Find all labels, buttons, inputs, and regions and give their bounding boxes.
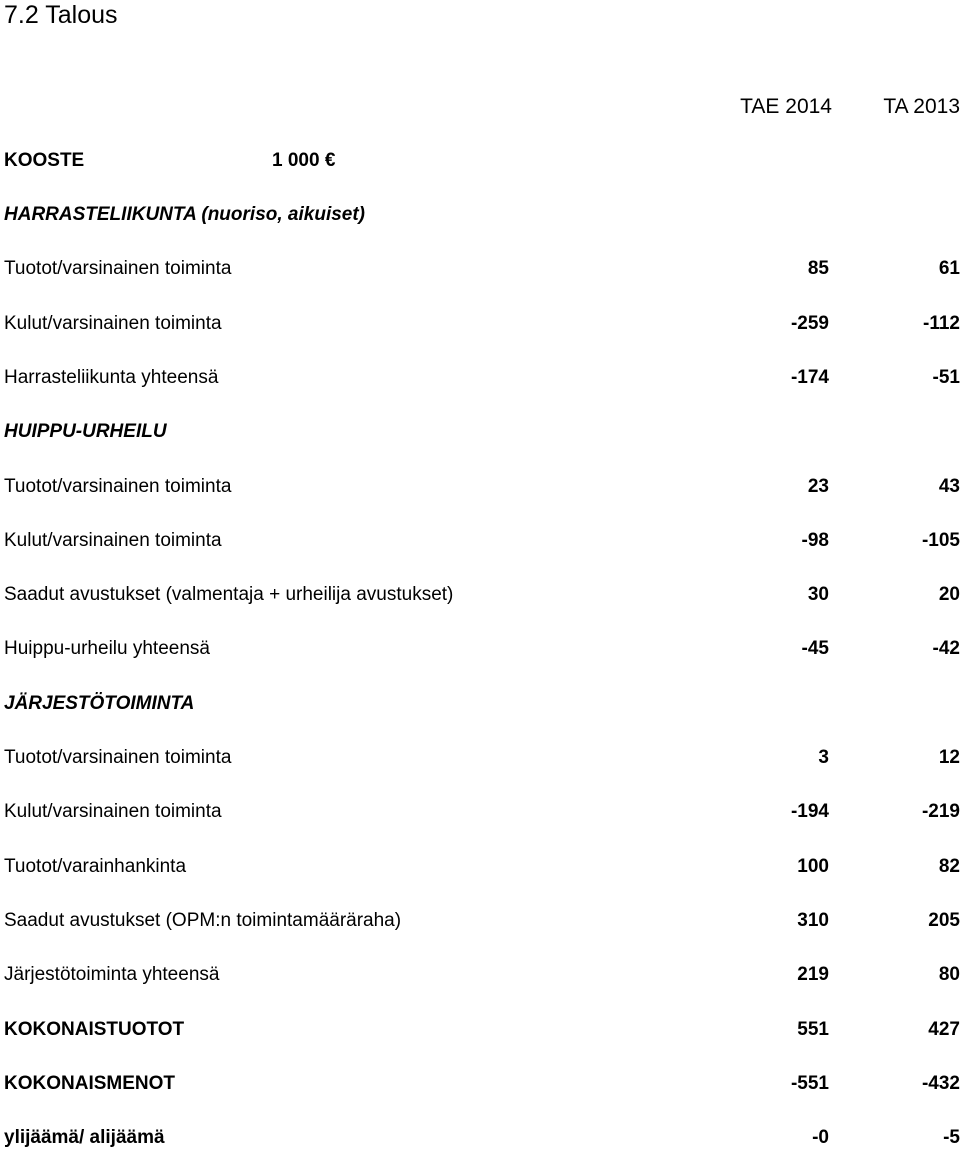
value-tae-2014: -98 — [801, 530, 829, 551]
row-label: Kulut/varsinainen toiminta — [4, 313, 222, 334]
section-title: HUIPPU-URHEILU — [4, 421, 167, 442]
value-tae-2014: 3 — [818, 747, 829, 768]
table-row — [4, 526, 960, 556]
table-row — [4, 797, 960, 827]
value-tae-2014: -45 — [801, 638, 829, 659]
value-tae-2014: -194 — [790, 801, 829, 822]
value-tae-2014: -0 — [812, 1127, 829, 1148]
value-ta-2013: 80 — [938, 964, 960, 985]
value-ta-2013: 61 — [938, 258, 960, 279]
column-header-tae-2014: TAE 2014 — [740, 95, 832, 118]
value-ta-2013: 12 — [938, 747, 960, 768]
value-tae-2014: 30 — [807, 584, 829, 605]
row-label: Järjestötoiminta yhteensä — [4, 964, 220, 985]
value-tae-2014: -551 — [790, 1073, 829, 1094]
value-tae-2014: -174 — [790, 367, 829, 388]
value-ta-2013: 43 — [938, 476, 960, 497]
value-ta-2013: 427 — [928, 1019, 960, 1040]
table-row — [4, 1015, 960, 1045]
row-label: KOKONAISMENOT — [4, 1073, 175, 1094]
table-row — [4, 309, 960, 339]
row-label: Harrasteliikunta yhteensä — [4, 367, 219, 388]
row-label: Tuotot/varsinainen toiminta — [4, 747, 232, 768]
section-title: JÄRJESTÖTOIMINTA — [4, 693, 195, 714]
row-label: Saadut avustukset (OPM:n toimintamääräraha) — [4, 910, 402, 931]
value-ta-2013: 205 — [928, 910, 960, 931]
row-label: Kulut/varsinainen toiminta — [4, 530, 222, 551]
table-row — [4, 580, 960, 610]
value-tae-2014: 551 — [797, 1019, 829, 1040]
table-row — [4, 960, 960, 990]
value-tae-2014: -259 — [790, 313, 829, 334]
kooste-unit: 1 000 € — [272, 150, 336, 171]
value-tae-2014: 23 — [807, 476, 829, 497]
kooste-label: KOOSTE — [4, 150, 85, 171]
value-ta-2013: -112 — [923, 313, 960, 334]
table-row — [4, 1069, 960, 1099]
row-label: ylijäämä/ alijäämä — [4, 1127, 165, 1148]
row-label: Tuotot/varsinainen toiminta — [4, 476, 232, 497]
row-label: Huippu-urheilu yhteensä — [4, 638, 210, 659]
page-title: 7.2 Talous — [4, 1, 118, 29]
value-ta-2013: -5 — [943, 1127, 960, 1148]
table-row — [4, 906, 960, 936]
row-label: Saadut avustukset (valmentaja + urheilija avustukset) — [4, 584, 454, 605]
value-ta-2013: -42 — [932, 638, 960, 659]
row-label: Kulut/varsinainen toiminta — [4, 801, 222, 822]
table-row — [4, 852, 960, 882]
value-ta-2013: -219 — [921, 801, 960, 822]
value-tae-2014: 100 — [797, 856, 829, 877]
section-title: HARRASTELIIKUNTA (nuoriso, aikuiset) — [4, 204, 366, 225]
value-tae-2014: 219 — [797, 964, 829, 985]
value-ta-2013: -105 — [921, 530, 960, 551]
section-header-row — [4, 200, 960, 230]
value-tae-2014: 310 — [797, 910, 829, 931]
row-label: KOKONAISTUOTOT — [4, 1019, 185, 1040]
section-header-row — [4, 417, 960, 447]
table-row — [4, 363, 960, 393]
value-ta-2013: 20 — [938, 584, 960, 605]
value-ta-2013: -432 — [921, 1073, 960, 1094]
row-label: Tuotot/varsinainen toiminta — [4, 258, 232, 279]
table-row — [4, 472, 960, 502]
value-ta-2013: -51 — [932, 367, 960, 388]
table-row — [4, 743, 960, 773]
column-header-ta-2013: TA 2013 — [883, 95, 960, 118]
section-header-row — [4, 689, 960, 719]
value-ta-2013: 82 — [938, 856, 960, 877]
value-tae-2014: 85 — [807, 258, 829, 279]
table-row — [4, 634, 960, 664]
row-label: Tuotot/varainhankinta — [4, 856, 187, 877]
table-row — [4, 1123, 960, 1153]
kooste-row — [4, 146, 960, 176]
table-row — [4, 254, 960, 284]
